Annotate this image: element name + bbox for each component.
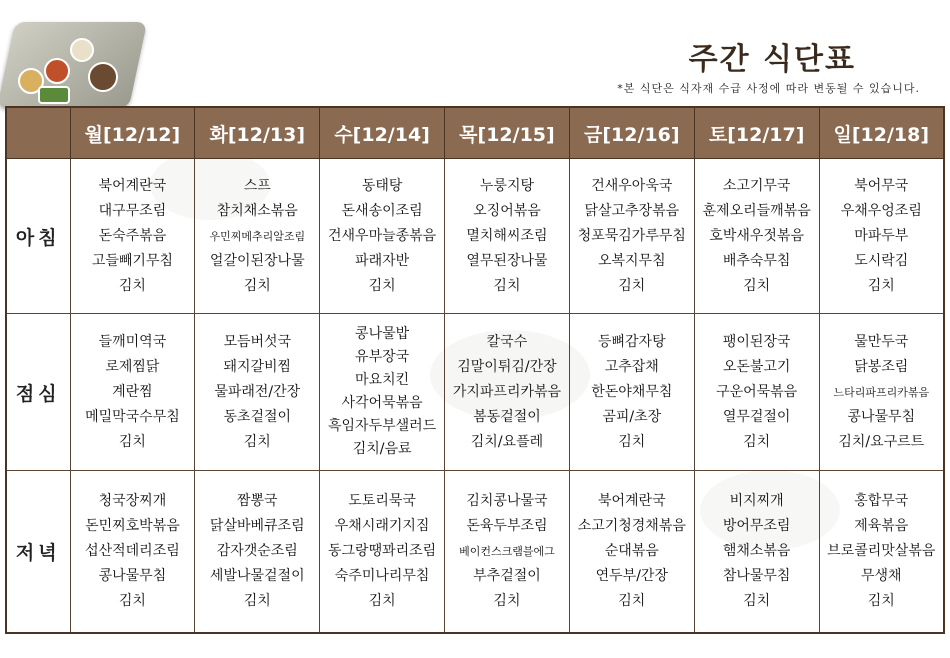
menu-item: 마요치킨 xyxy=(355,372,410,388)
menu-cell xyxy=(569,159,694,314)
menu-item-list xyxy=(571,332,693,453)
menu-item: 멸치해씨조림 xyxy=(466,227,548,244)
menu-item: 고추잡채 xyxy=(604,358,659,375)
menu-item: 김치 xyxy=(743,433,771,450)
menu-cell xyxy=(70,159,195,314)
menu-cell xyxy=(195,314,320,471)
menu-item: 감자갯순조림 xyxy=(216,542,298,559)
main-dish-image xyxy=(88,62,118,92)
vegetable-dish-image xyxy=(38,86,70,104)
menu-item: 훈제오리들깨볶음 xyxy=(702,202,811,219)
menu-cell xyxy=(694,314,819,471)
menu-item-list xyxy=(696,332,818,453)
page-header xyxy=(0,0,950,106)
menu-item: 사각어묵볶음 xyxy=(341,395,423,411)
menu-item-list xyxy=(571,176,693,297)
menu-item: 김치콩나물국 xyxy=(466,492,548,509)
menu-item: 돈숙주볶음 xyxy=(98,227,167,244)
day-header: 일[12/18] xyxy=(819,107,944,159)
menu-item: 호박새우젓볶음 xyxy=(709,227,804,244)
menu-item: 북어계란국 xyxy=(597,492,666,509)
menu-item: 소고기무국 xyxy=(722,177,791,194)
menu-item: 동초겉절이 xyxy=(223,408,292,425)
menu-item: 홍합무국 xyxy=(854,492,909,509)
menu-item: 김치 xyxy=(867,277,895,294)
menu-cell xyxy=(445,314,570,471)
weekly-menu-table xyxy=(5,106,945,634)
menu-item: 김치 xyxy=(118,433,146,450)
menu-item: 짬뽕국 xyxy=(236,492,278,509)
menu-item: 누룽지탕 xyxy=(479,177,534,194)
menu-item: 비지찌개 xyxy=(729,492,784,509)
menu-item: 배추숙무침 xyxy=(722,252,791,269)
menu-item-list xyxy=(821,176,942,297)
menu-item: 건새우마늘종볶음 xyxy=(328,227,437,244)
menu-item: 숙주미나리무침 xyxy=(334,567,430,584)
menu-item: 동태탕 xyxy=(361,177,403,194)
menu-item: 오돈불고기 xyxy=(722,358,791,375)
menu-cell xyxy=(445,471,570,633)
menu-item: 김치 xyxy=(368,592,396,609)
menu-item: 구운어묵볶음 xyxy=(716,383,798,400)
menu-item: 세발나물겉절이 xyxy=(209,567,305,584)
menu-item: 김치/음료 xyxy=(352,441,412,457)
meal-row xyxy=(6,159,944,314)
menu-item: 부추겉절이 xyxy=(473,567,541,584)
menu-item: 제육볶음 xyxy=(854,517,909,534)
menu-item: 김치 xyxy=(243,433,271,450)
menu-item-list xyxy=(72,491,194,612)
meal-label: 아침 xyxy=(6,159,70,314)
menu-cell xyxy=(320,471,445,633)
menu-item: 열무겉절이 xyxy=(722,408,791,425)
menu-item: 김치 xyxy=(243,277,271,294)
menu-item: 콩나물무침 xyxy=(847,408,916,425)
menu-item: 메밀막국수무침 xyxy=(85,408,180,425)
menu-item: 팽이된장국 xyxy=(722,333,791,350)
menu-item: 오징어볶음 xyxy=(473,202,541,219)
menu-item: 돈민찌호박볶음 xyxy=(85,517,180,534)
menu-item: 파래자반 xyxy=(355,252,410,269)
menu-item: 도시락김 xyxy=(854,252,909,269)
menu-cell xyxy=(819,471,944,633)
day-header: 화[12/13] xyxy=(195,107,320,159)
meal-row xyxy=(6,314,944,471)
menu-cell xyxy=(70,314,195,471)
menu-item: 청국장찌개 xyxy=(98,492,167,509)
menu-item: 칼국수 xyxy=(486,333,528,350)
menu-item: 김치 xyxy=(493,277,521,294)
menu-item: 참치채소볶음 xyxy=(216,202,298,219)
page-title: 주간 식단표 xyxy=(688,42,856,77)
menu-item-list xyxy=(571,491,693,612)
menu-item: 북어무국 xyxy=(854,177,909,194)
menu-item: 김치 xyxy=(493,592,521,609)
menu-item: 콩나물무침 xyxy=(98,567,167,584)
day-header-row xyxy=(6,107,944,159)
menu-cell xyxy=(819,159,944,314)
menu-item: 오복지무침 xyxy=(597,252,666,269)
menu-item-list xyxy=(696,491,818,612)
menu-item: 김치 xyxy=(118,277,146,294)
menu-item-list xyxy=(696,176,818,297)
menu-item: 물파래전/간장 xyxy=(214,383,301,400)
menu-item: 닭살바베큐조림 xyxy=(209,517,305,534)
notice-text: *본 식단은 식자재 수급 사정에 따라 변동될 수 있습니다. xyxy=(617,82,920,95)
menu-item: 돈육두부조림 xyxy=(466,517,548,534)
menu-item: 곰피/초장 xyxy=(602,408,662,425)
menu-item: 김치/요구르트 xyxy=(838,433,925,450)
menu-item: 닭봉조림 xyxy=(854,358,909,375)
menu-item: 대구무조림 xyxy=(98,202,167,219)
menu-item: 스프 xyxy=(243,177,271,194)
menu-item: 김치 xyxy=(743,592,771,609)
menu-cell xyxy=(694,471,819,633)
menu-cell xyxy=(445,159,570,314)
menu-cell xyxy=(819,314,944,471)
menu-item-list xyxy=(821,491,942,612)
menu-item: 콩나물밥 xyxy=(355,326,410,342)
menu-item: 고들빼기무침 xyxy=(91,252,173,269)
menu-item: 김치 xyxy=(743,277,771,294)
menu-item: 소고기청경채볶음 xyxy=(577,517,686,534)
menu-item-list xyxy=(446,491,568,612)
menu-item-list xyxy=(821,332,942,453)
menu-item: 모듬버섯국 xyxy=(223,333,292,350)
menu-item: 참나물무침 xyxy=(722,567,791,584)
menu-item: 동그랑땡꽈리조림 xyxy=(328,542,437,559)
menu-item-list xyxy=(72,332,194,453)
meal-label: 저녁 xyxy=(6,471,70,633)
menu-item: 김치 xyxy=(243,592,271,609)
menu-item: 방어무조림 xyxy=(722,517,791,534)
menu-item: 김치 xyxy=(618,592,646,609)
menu-item: 봄동겉절이 xyxy=(473,408,541,425)
menu-item: 연두부/간장 xyxy=(595,567,668,584)
menu-item: 가지파프리카볶음 xyxy=(452,383,562,400)
menu-item: 한돈야채무침 xyxy=(591,383,673,400)
food-tray-image xyxy=(0,22,147,108)
menu-item: 베이컨스크램블에그 xyxy=(459,544,555,558)
menu-item-list xyxy=(72,176,194,297)
menu-item: 물만두국 xyxy=(854,333,909,350)
menu-item: 무생채 xyxy=(860,567,902,584)
menu-item: 열무된장나물 xyxy=(466,252,548,269)
day-header: 수[12/14] xyxy=(320,107,445,159)
menu-item: 마파두부 xyxy=(854,227,909,244)
menu-item: 느타리파프리카볶음 xyxy=(833,385,930,399)
menu-item-list xyxy=(446,332,568,453)
menu-item: 흑임자두부샐러드 xyxy=(328,418,437,434)
menu-item-list xyxy=(196,491,318,612)
menu-item: 닭살고추장볶음 xyxy=(584,202,680,219)
menu-item: 도토리묵국 xyxy=(348,492,416,509)
menu-item-list xyxy=(196,332,318,453)
side-dish-image xyxy=(44,58,70,84)
menu-item: 김치 xyxy=(867,592,895,609)
menu-item: 로제찜닭 xyxy=(105,358,160,375)
corner-cell xyxy=(6,107,70,159)
menu-item-list xyxy=(196,176,318,297)
menu-cell xyxy=(320,314,445,471)
menu-item: 돈새송이조림 xyxy=(341,202,423,219)
menu-item-list xyxy=(321,491,443,612)
menu-item: 브로콜리맛살볶음 xyxy=(827,542,936,559)
menu-item: 유부장국 xyxy=(355,349,410,365)
meal-label: 점심 xyxy=(6,314,70,471)
menu-item: 김말이튀김/간장 xyxy=(457,358,557,375)
menu-item: 청포묵김가루무침 xyxy=(577,227,686,244)
menu-item: 등뼈감자탕 xyxy=(597,333,666,350)
menu-item: 김치 xyxy=(618,433,646,450)
menu-item: 섭산적데리조림 xyxy=(85,542,180,559)
menu-item: 돼지갈비찜 xyxy=(223,358,292,375)
menu-cell xyxy=(569,471,694,633)
menu-cell xyxy=(320,159,445,314)
menu-item: 우민찌메추리알조림 xyxy=(209,229,306,243)
menu-item: 계란찜 xyxy=(112,383,153,400)
menu-cell xyxy=(70,471,195,633)
day-header: 토[12/17] xyxy=(694,107,819,159)
menu-item-list xyxy=(321,176,443,297)
menu-item: 김치 xyxy=(118,592,146,609)
menu-item: 북어계란국 xyxy=(98,177,167,194)
menu-item: 햄채소볶음 xyxy=(722,542,791,559)
menu-item: 순대볶음 xyxy=(604,542,659,559)
menu-item-list xyxy=(321,324,443,460)
menu-item: 우채시래기지짐 xyxy=(334,517,430,534)
menu-cell xyxy=(195,471,320,633)
menu-item: 얼갈이된장나물 xyxy=(209,252,305,269)
menu-item-list xyxy=(446,176,568,297)
day-header: 목[12/15] xyxy=(445,107,570,159)
menu-item: 우채우엉조림 xyxy=(840,202,922,219)
menu-item: 김치 xyxy=(618,277,646,294)
menu-item: 들깨미역국 xyxy=(98,333,167,350)
day-header: 월[12/12] xyxy=(70,107,195,159)
day-header: 금[12/16] xyxy=(569,107,694,159)
menu-cell xyxy=(195,159,320,314)
menu-cell xyxy=(569,314,694,471)
menu-cell xyxy=(694,159,819,314)
menu-item: 김치 xyxy=(368,277,396,294)
rice-bowl-image xyxy=(70,38,94,62)
meal-row xyxy=(6,471,944,633)
menu-item: 건새우아욱국 xyxy=(591,177,673,194)
menu-item: 김치/요플레 xyxy=(470,433,544,450)
